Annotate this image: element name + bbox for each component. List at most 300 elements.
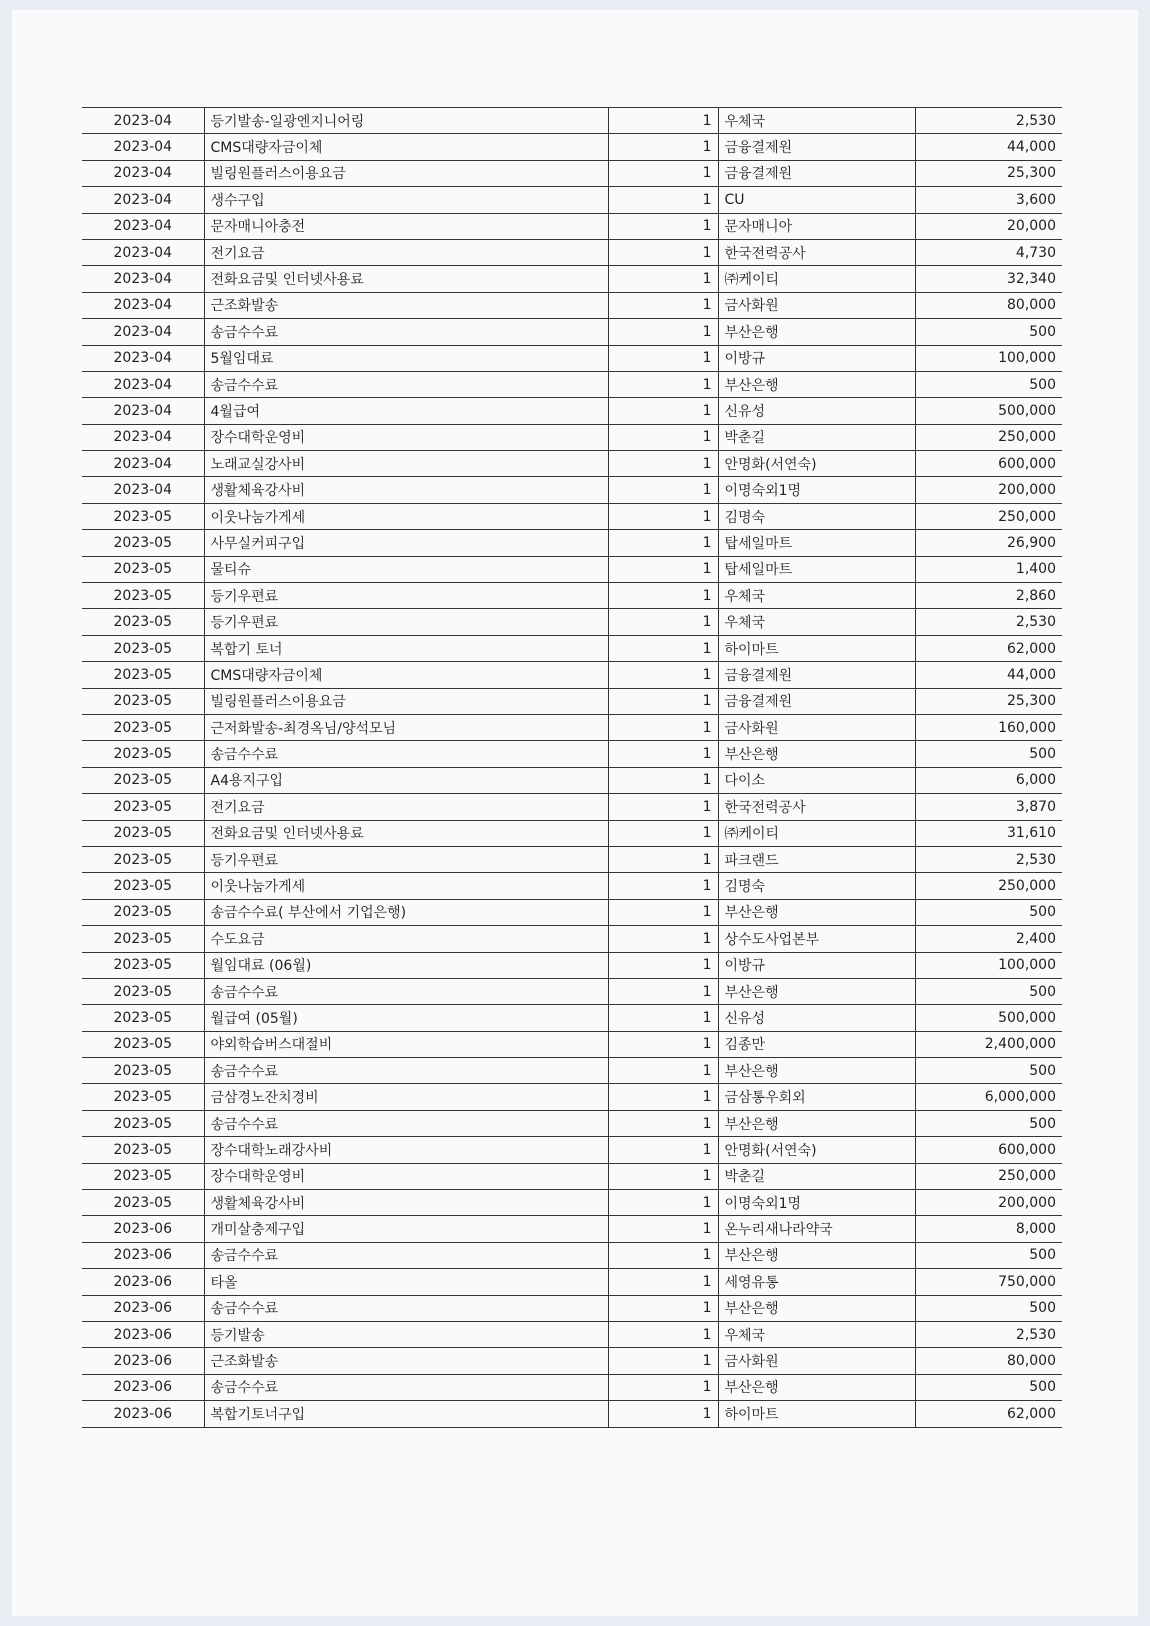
table-row [82,503,1062,529]
amount-cell: 26,900 [915,530,1062,556]
quantity-cell: 1 [608,1110,718,1136]
amount-cell: 250,000 [915,424,1062,450]
month-cell: 2023-06 [82,1374,204,1400]
description-cell: 등기우편료 [204,609,608,635]
vendor-cell: 금사화원 [718,1348,915,1374]
month-cell: 2023-04 [82,345,204,371]
description-cell: 월급여 (05월) [204,1005,608,1031]
table-row [82,1190,1062,1216]
description-cell: 송금수수료 [204,371,608,397]
month-cell: 2023-05 [82,741,204,767]
quantity-cell: 1 [608,1084,718,1110]
month-cell: 2023-06 [82,1321,204,1347]
quantity-cell: 1 [608,767,718,793]
quantity-cell: 1 [608,556,718,582]
amount-cell: 500 [915,319,1062,345]
quantity-cell: 1 [608,503,718,529]
vendor-cell: 박춘길 [718,1163,915,1189]
vendor-cell: 금삼통우회외 [718,1084,915,1110]
table-row [82,1269,1062,1295]
vendor-cell: 한국전력공사 [718,794,915,820]
description-cell: 생수구입 [204,187,608,213]
amount-cell: 25,300 [915,688,1062,714]
amount-cell: 500 [915,978,1062,1004]
description-cell: 전화요금및 인터넷사용료 [204,266,608,292]
table-row [82,319,1062,345]
month-cell: 2023-04 [82,371,204,397]
quantity-cell: 1 [608,846,718,872]
description-cell: 등기우편료 [204,846,608,872]
vendor-cell: 부산은행 [718,1110,915,1136]
description-cell: 전기요금 [204,794,608,820]
quantity-cell: 1 [608,1163,718,1189]
vendor-cell: 부산은행 [718,371,915,397]
month-cell: 2023-05 [82,1190,204,1216]
amount-cell: 100,000 [915,345,1062,371]
quantity-cell: 1 [608,1031,718,1057]
amount-cell: 62,000 [915,635,1062,661]
quantity-cell: 1 [608,345,718,371]
quantity-cell: 1 [608,424,718,450]
amount-cell: 500 [915,1295,1062,1321]
vendor-cell: 이방규 [718,345,915,371]
amount-cell: 1,400 [915,556,1062,582]
quantity-cell: 1 [608,108,718,134]
month-cell: 2023-05 [82,688,204,714]
description-cell: 금삼경노잔치경비 [204,1084,608,1110]
quantity-cell: 1 [608,1005,718,1031]
quantity-cell: 1 [608,1401,718,1427]
table-row [82,1242,1062,1268]
quantity-cell: 1 [608,1348,718,1374]
description-cell: 사무실커피구입 [204,530,608,556]
quantity-cell: 1 [608,952,718,978]
vendor-cell: 금융결제원 [718,160,915,186]
vendor-cell: 김명숙 [718,503,915,529]
vendor-cell: 부산은행 [718,1058,915,1084]
month-cell: 2023-05 [82,1005,204,1031]
month-cell: 2023-05 [82,1031,204,1057]
month-cell: 2023-05 [82,978,204,1004]
amount-cell: 250,000 [915,873,1062,899]
amount-cell: 3,600 [915,187,1062,213]
quantity-cell: 1 [608,239,718,265]
month-cell: 2023-05 [82,714,204,740]
description-cell: 장수대학운영비 [204,1163,608,1189]
month-cell: 2023-04 [82,398,204,424]
description-cell: 개미살충제구입 [204,1216,608,1242]
table-row [82,187,1062,213]
vendor-cell: 박춘길 [718,424,915,450]
month-cell: 2023-05 [82,635,204,661]
vendor-cell: 이명숙외1명 [718,477,915,503]
table-row [82,1031,1062,1057]
amount-cell: 500 [915,899,1062,925]
table-row [82,1084,1062,1110]
description-cell: 송금수수료 [204,1110,608,1136]
description-cell: A4용지구입 [204,767,608,793]
quantity-cell: 1 [608,1190,718,1216]
amount-cell: 44,000 [915,134,1062,160]
table-row [82,292,1062,318]
quantity-cell: 1 [608,266,718,292]
month-cell: 2023-05 [82,609,204,635]
quantity-cell: 1 [608,635,718,661]
month-cell: 2023-04 [82,134,204,160]
table-row [82,1348,1062,1374]
vendor-cell: 금사화원 [718,714,915,740]
description-cell: 생활체육강사비 [204,1190,608,1216]
month-cell: 2023-06 [82,1216,204,1242]
amount-cell: 8,000 [915,1216,1062,1242]
vendor-cell: 우체국 [718,583,915,609]
month-cell: 2023-05 [82,1084,204,1110]
quantity-cell: 1 [608,292,718,318]
table-row [82,714,1062,740]
amount-cell: 500 [915,1110,1062,1136]
vendor-cell: 금융결제원 [718,688,915,714]
vendor-cell: 우체국 [718,108,915,134]
month-cell: 2023-04 [82,108,204,134]
month-cell: 2023-05 [82,846,204,872]
table-row [82,1058,1062,1084]
amount-cell: 6,000 [915,767,1062,793]
table-row [82,1374,1062,1400]
vendor-cell: 문자매니아 [718,213,915,239]
month-cell: 2023-05 [82,1058,204,1084]
table-row [82,1137,1062,1163]
month-cell: 2023-04 [82,477,204,503]
amount-cell: 750,000 [915,1269,1062,1295]
month-cell: 2023-06 [82,1401,204,1427]
amount-cell: 200,000 [915,477,1062,503]
quantity-cell: 1 [608,741,718,767]
table-row [82,767,1062,793]
amount-cell: 500 [915,741,1062,767]
vendor-cell: 금융결제원 [718,134,915,160]
quantity-cell: 1 [608,1374,718,1400]
table-row [82,583,1062,609]
amount-cell: 31,610 [915,820,1062,846]
amount-cell: 2,400,000 [915,1031,1062,1057]
quantity-cell: 1 [608,714,718,740]
table-row [82,688,1062,714]
table-row [82,134,1062,160]
quantity-cell: 1 [608,134,718,160]
quantity-cell: 1 [608,583,718,609]
description-cell: 노래교실강사비 [204,451,608,477]
quantity-cell: 1 [608,160,718,186]
vendor-cell: 부산은행 [718,1295,915,1321]
amount-cell: 2,530 [915,609,1062,635]
description-cell: 전기요금 [204,239,608,265]
description-cell: 등기우편료 [204,583,608,609]
document-page [12,10,1138,1616]
quantity-cell: 1 [608,873,718,899]
description-cell: 근조화발송 [204,292,608,318]
table-row [82,108,1062,134]
description-cell: 복합기토너구입 [204,1401,608,1427]
description-cell: 5월임대료 [204,345,608,371]
quantity-cell: 1 [608,213,718,239]
vendor-cell: 이방규 [718,952,915,978]
vendor-cell: 우체국 [718,1321,915,1347]
description-cell: CMS대량자금이체 [204,662,608,688]
table-row [82,1321,1062,1347]
month-cell: 2023-04 [82,213,204,239]
vendor-cell: ㈜케이티 [718,820,915,846]
amount-cell: 500 [915,1374,1062,1400]
expense-ledger-table [82,107,1062,1428]
amount-cell: 500,000 [915,1005,1062,1031]
amount-cell: 200,000 [915,1190,1062,1216]
vendor-cell: 파크랜드 [718,846,915,872]
vendor-cell: 온누리새나라약국 [718,1216,915,1242]
month-cell: 2023-05 [82,1137,204,1163]
description-cell: 전화요금및 인터넷사용료 [204,820,608,846]
quantity-cell: 1 [608,794,718,820]
vendor-cell: 우체국 [718,609,915,635]
table-row [82,635,1062,661]
table-row [82,1163,1062,1189]
amount-cell: 80,000 [915,1348,1062,1374]
description-cell: 4월급여 [204,398,608,424]
table-row [82,873,1062,899]
amount-cell: 500 [915,1058,1062,1084]
description-cell: 송금수수료 [204,1295,608,1321]
month-cell: 2023-06 [82,1295,204,1321]
month-cell: 2023-05 [82,530,204,556]
month-cell: 2023-05 [82,794,204,820]
amount-cell: 2,530 [915,1321,1062,1347]
description-cell: 빌링원플러스이용요금 [204,160,608,186]
table-row [82,609,1062,635]
quantity-cell: 1 [608,371,718,397]
amount-cell: 25,300 [915,160,1062,186]
quantity-cell: 1 [608,1216,718,1242]
table-row [82,1110,1062,1136]
description-cell: 근조화발송 [204,1348,608,1374]
description-cell: 장수대학운영비 [204,424,608,450]
quantity-cell: 1 [608,820,718,846]
amount-cell: 160,000 [915,714,1062,740]
description-cell: 근저화발송-최경옥님/양석모님 [204,714,608,740]
vendor-cell: 부산은행 [718,1374,915,1400]
quantity-cell: 1 [608,899,718,925]
month-cell: 2023-05 [82,926,204,952]
vendor-cell: 부산은행 [718,319,915,345]
table-row [82,451,1062,477]
quantity-cell: 1 [608,398,718,424]
quantity-cell: 1 [608,319,718,345]
table-row [82,213,1062,239]
amount-cell: 500 [915,1242,1062,1268]
month-cell: 2023-05 [82,503,204,529]
vendor-cell: 이명숙외1명 [718,1190,915,1216]
amount-cell: 6,000,000 [915,1084,1062,1110]
month-cell: 2023-04 [82,239,204,265]
table-row [82,266,1062,292]
vendor-cell: 세영유통 [718,1269,915,1295]
amount-cell: 62,000 [915,1401,1062,1427]
amount-cell: 250,000 [915,1163,1062,1189]
description-cell: 타올 [204,1269,608,1295]
month-cell: 2023-05 [82,556,204,582]
amount-cell: 3,870 [915,794,1062,820]
description-cell: 송금수수료 [204,741,608,767]
description-cell: 물티슈 [204,556,608,582]
quantity-cell: 1 [608,451,718,477]
description-cell: 문자매니아충전 [204,213,608,239]
table-row [82,741,1062,767]
vendor-cell: 안명화(서연숙) [718,1137,915,1163]
vendor-cell: 부산은행 [718,899,915,925]
quantity-cell: 1 [608,1295,718,1321]
description-cell: 수도요금 [204,926,608,952]
quantity-cell: 1 [608,609,718,635]
vendor-cell: 부산은행 [718,1242,915,1268]
description-cell: 빌링원플러스이용요금 [204,688,608,714]
vendor-cell: 다이소 [718,767,915,793]
table-row [82,1005,1062,1031]
table-row [82,846,1062,872]
table-row [82,952,1062,978]
quantity-cell: 1 [608,1137,718,1163]
quantity-cell: 1 [608,477,718,503]
month-cell: 2023-04 [82,160,204,186]
table-row [82,556,1062,582]
amount-cell: 2,860 [915,583,1062,609]
month-cell: 2023-05 [82,1110,204,1136]
month-cell: 2023-05 [82,583,204,609]
description-cell: 송금수수료 [204,1058,608,1084]
description-cell: CMS대량자금이체 [204,134,608,160]
vendor-cell: 김종만 [718,1031,915,1057]
description-cell: 송금수수료 [204,978,608,1004]
amount-cell: 2,530 [915,108,1062,134]
quantity-cell: 1 [608,1058,718,1084]
vendor-cell: 신유성 [718,398,915,424]
amount-cell: 20,000 [915,213,1062,239]
month-cell: 2023-04 [82,424,204,450]
quantity-cell: 1 [608,1321,718,1347]
month-cell: 2023-04 [82,187,204,213]
amount-cell: 500 [915,371,1062,397]
amount-cell: 600,000 [915,1137,1062,1163]
month-cell: 2023-06 [82,1242,204,1268]
quantity-cell: 1 [608,978,718,1004]
description-cell: 월임대료 (06월) [204,952,608,978]
table-row [82,398,1062,424]
vendor-cell: 한국전력공사 [718,239,915,265]
vendor-cell: 신유성 [718,1005,915,1031]
amount-cell: 600,000 [915,451,1062,477]
vendor-cell: 부산은행 [718,978,915,1004]
quantity-cell: 1 [608,926,718,952]
table-row [82,926,1062,952]
table-row [82,820,1062,846]
table-row [82,530,1062,556]
month-cell: 2023-06 [82,1348,204,1374]
description-cell: 송금수수료 [204,1374,608,1400]
month-cell: 2023-05 [82,952,204,978]
vendor-cell: 안명화(서연숙) [718,451,915,477]
month-cell: 2023-05 [82,662,204,688]
month-cell: 2023-05 [82,873,204,899]
description-cell: 이웃나눔가게세 [204,503,608,529]
quantity-cell: 1 [608,530,718,556]
table-row [82,899,1062,925]
amount-cell: 100,000 [915,952,1062,978]
month-cell: 2023-05 [82,899,204,925]
table-row [82,345,1062,371]
month-cell: 2023-06 [82,1269,204,1295]
description-cell: 송금수수료 [204,1242,608,1268]
amount-cell: 32,340 [915,266,1062,292]
quantity-cell: 1 [608,1242,718,1268]
description-cell: 등기발송 [204,1321,608,1347]
month-cell: 2023-05 [82,1163,204,1189]
vendor-cell: 탑세일마트 [718,556,915,582]
table-row [82,371,1062,397]
vendor-cell: 김명숙 [718,873,915,899]
table-row [82,978,1062,1004]
table-row [82,239,1062,265]
quantity-cell: 1 [608,1269,718,1295]
amount-cell: 80,000 [915,292,1062,318]
table-row [82,1295,1062,1321]
table-row [82,160,1062,186]
vendor-cell: 부산은행 [718,741,915,767]
description-cell: 야외학습버스대절비 [204,1031,608,1057]
month-cell: 2023-05 [82,767,204,793]
vendor-cell: 하이마트 [718,1401,915,1427]
amount-cell: 500,000 [915,398,1062,424]
vendor-cell: 금사화원 [718,292,915,318]
table-row [82,794,1062,820]
description-cell: 복합기 토너 [204,635,608,661]
table-row [82,424,1062,450]
vendor-cell: 상수도사업본부 [718,926,915,952]
quantity-cell: 1 [608,662,718,688]
description-cell: 생활체육강사비 [204,477,608,503]
vendor-cell: 하이마트 [718,635,915,661]
month-cell: 2023-04 [82,451,204,477]
table-row [82,662,1062,688]
amount-cell: 250,000 [915,503,1062,529]
month-cell: 2023-05 [82,820,204,846]
description-cell: 송금수수료( 부산에서 기업은행) [204,899,608,925]
description-cell: 등기발송-일광엔지니어링 [204,108,608,134]
quantity-cell: 1 [608,688,718,714]
amount-cell: 2,400 [915,926,1062,952]
month-cell: 2023-04 [82,319,204,345]
amount-cell: 44,000 [915,662,1062,688]
table-row [82,1216,1062,1242]
month-cell: 2023-04 [82,266,204,292]
month-cell: 2023-04 [82,292,204,318]
vendor-cell: 금융결제원 [718,662,915,688]
quantity-cell: 1 [608,187,718,213]
description-cell: 송금수수료 [204,319,608,345]
table-row [82,477,1062,503]
table-row [82,1401,1062,1427]
ledger-body [82,108,1062,1428]
description-cell: 장수대학노래강사비 [204,1137,608,1163]
vendor-cell: ㈜케이티 [718,266,915,292]
vendor-cell: 탑세일마트 [718,530,915,556]
amount-cell: 4,730 [915,239,1062,265]
